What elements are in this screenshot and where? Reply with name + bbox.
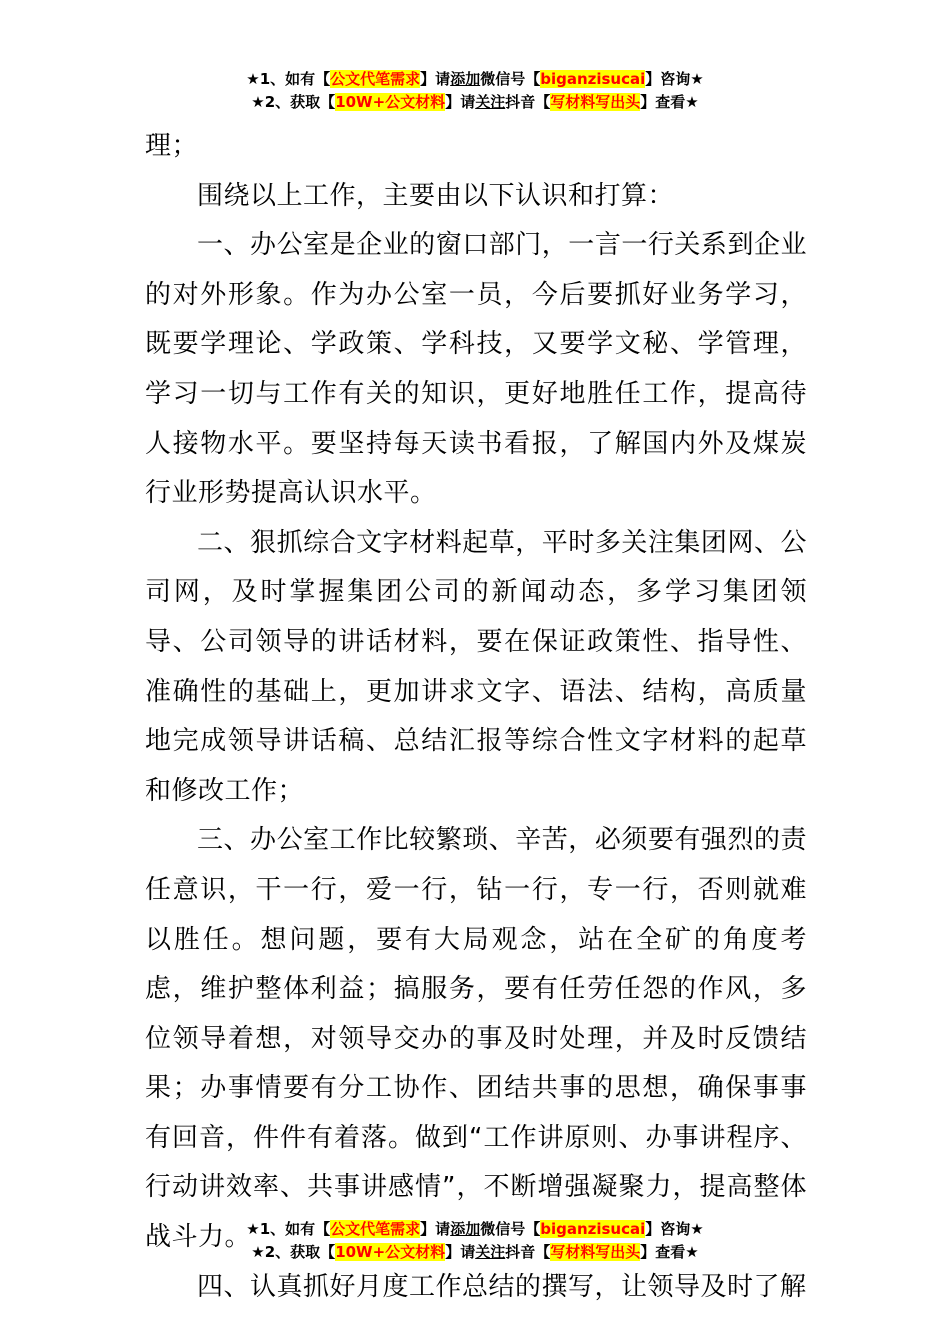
- banner-text: 】请: [420, 70, 451, 88]
- paragraph-continuation: 理；: [145, 131, 199, 161]
- banner-text: 】请: [445, 93, 476, 111]
- banner-text: 抖音【: [505, 93, 551, 111]
- banner-text: 】请: [445, 1243, 476, 1261]
- banner-emphasis: 添加: [450, 1220, 481, 1238]
- banner-text: 】查看★: [640, 1243, 699, 1261]
- banner-line-2: [0, 1241, 950, 1264]
- banner-highlight: 写材料写出头: [550, 93, 641, 111]
- document-body: [145, 122, 807, 1312]
- banner-text: 微信号【: [480, 70, 541, 88]
- banner-highlight: 写材料写出头: [550, 1243, 641, 1261]
- banner-highlight: biganzisucai: [540, 70, 646, 88]
- banner-text: 】咨询★: [645, 70, 704, 88]
- banner-highlight: biganzisucai: [540, 1220, 646, 1238]
- banner-text: 抖音【: [505, 1243, 551, 1261]
- banner-highlight: 10W+公文材料: [335, 1243, 446, 1261]
- banner-line-1: [0, 1218, 950, 1241]
- banner-text: ★2、获取【: [251, 93, 336, 111]
- banner-highlight: 10W+公文材料: [335, 93, 446, 111]
- banner-text: 】咨询★: [645, 1220, 704, 1238]
- banner-emphasis: 关注: [475, 1243, 506, 1261]
- paragraph-item-1: 一、办公室是企业的窗口部门，一言一行关系到企业的对外形象。作为办公室一员，今后要抓好业务学习，既要学理论、学政策、学科技，又要学文秘、学管理，学习一切与工作有关的知识，更好地胜任工作，提高待人接物水平。要坚持每天读书看报，了解国内外及煤炭行业形势提高认识水平。: [145, 230, 807, 509]
- paragraph-intro: 围绕以上工作，主要由以下认识和打算：: [197, 180, 675, 211]
- banner-text: 】请: [420, 1220, 451, 1238]
- banner-text: ★1、如有【: [246, 1220, 331, 1238]
- banner-text: 微信号【: [480, 1220, 541, 1238]
- banner-emphasis: 关注: [475, 93, 506, 111]
- banner-text: ★1、如有【: [246, 70, 331, 88]
- paragraph-item-2: 二、狠抓综合文字材料起草，平时多关注集团网、公司网，及时掌握集团公司的新闻动态，多学习集团领导、公司领导的讲话材料，要在保证政策性、指导性、准确性的基础上，更加讲求文字、语法、结构，高质量地完成领导讲话稿、总结汇报等综合性文字材料的起草和修改工作；: [145, 527, 807, 806]
- footer-banner: [0, 1218, 950, 1264]
- paragraph-item-4: 四、认真抓好月度工作总结的撰写，让领导及时了解: [197, 1271, 807, 1302]
- paragraph-item-3: 三、办公室工作比较繁琐、辛苦，必须要有强烈的责任意识，干一行，爱一行，钻一行，专一行，否则就难以胜任。想问题，要有大局观念，站在全矿的角度考虑，维护整体利益；搞服务，要有任劳任怨的作风，多位领导着想，对领导交办的事及时处理，并及时反馈结果；办事情要有分工协作、团结共事的思想，确保事事有回音，件件有着落。做到“工作讲原则、办事讲程序、行动讲效率、共事讲感情”，不断增强凝聚力，提高整体战斗力。: [145, 825, 807, 1253]
- banner-text: ★2、获取【: [251, 1243, 336, 1261]
- banner-line-2: [0, 91, 950, 114]
- banner-highlight: 公文代笔需求: [330, 1220, 421, 1238]
- header-banner: [0, 68, 950, 114]
- banner-emphasis: 添加: [450, 70, 481, 88]
- banner-text: 】查看★: [640, 93, 699, 111]
- banner-highlight: 公文代笔需求: [330, 70, 421, 88]
- banner-line-1: [0, 68, 950, 91]
